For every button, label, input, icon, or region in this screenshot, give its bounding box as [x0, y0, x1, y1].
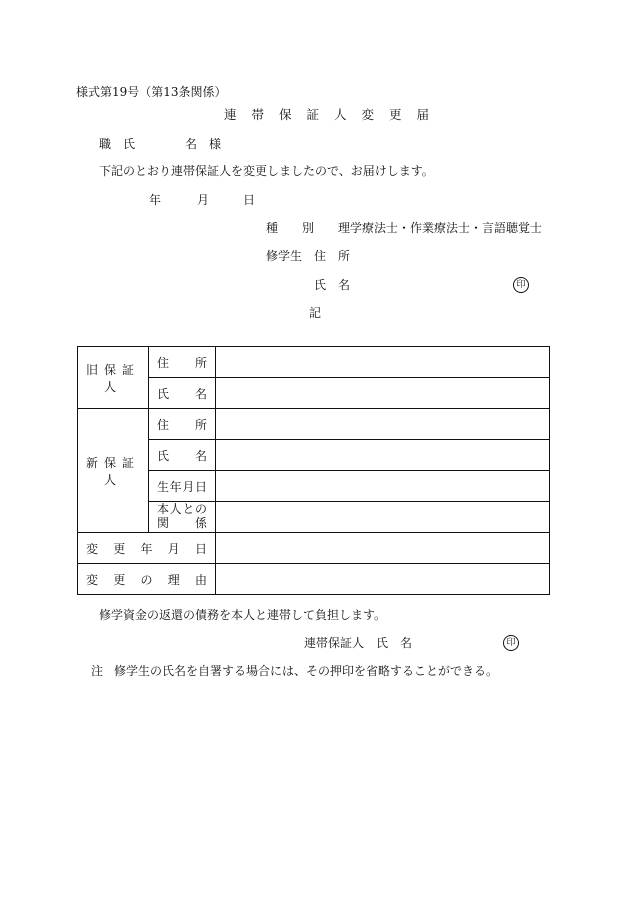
date-month: 月 [197, 193, 210, 207]
old-guarantor-group: 旧保証人 [78, 347, 149, 409]
label-char: 変 [86, 541, 99, 556]
label-char: 日 [194, 541, 207, 556]
note-text: 修学生の氏名を自署する場合には、その押印を省略することができる。 [114, 664, 499, 678]
label-char: 人 [169, 502, 182, 517]
label-char: の [140, 572, 153, 587]
old-name-label [149, 378, 216, 409]
relation-line1 [157, 503, 207, 517]
label-char: 変 [86, 572, 99, 587]
table-row [78, 378, 550, 409]
old-address-text [157, 354, 207, 371]
label-char: 所 [194, 417, 207, 432]
document-title: 連帯保証人変更届 [224, 107, 445, 122]
change-date-field[interactable] [216, 533, 550, 564]
label-char: の [194, 502, 207, 517]
old-name-field[interactable] [216, 378, 550, 409]
label-char: 月 [182, 479, 195, 494]
relation-line2 [157, 517, 207, 531]
label-char: 由 [194, 572, 207, 587]
table-row [78, 564, 550, 595]
table-row [78, 502, 550, 533]
new-name-field[interactable] [216, 440, 550, 471]
change-date-label [78, 533, 216, 564]
label-char: 係 [194, 516, 207, 530]
old-address-field[interactable] [216, 347, 550, 378]
relation-field[interactable] [216, 502, 550, 533]
change-reason-text [86, 571, 207, 588]
label-char: と [182, 502, 195, 517]
label-char: 年 [169, 479, 182, 494]
new-name-label [149, 440, 216, 471]
label-char: 名 [194, 386, 207, 401]
guarantor-seal-icon: 印 [503, 635, 519, 651]
label-char: 関 [157, 516, 170, 530]
label-char: 本 [157, 502, 170, 517]
new-birthdate-field[interactable] [216, 471, 550, 502]
new-address-text [157, 416, 207, 433]
intro-text: 下記のとおり連帯保証人を変更しましたので、お届けします。 [99, 164, 434, 178]
label-char: 日 [194, 479, 207, 494]
table-row [78, 533, 550, 564]
label-char: 年 [140, 541, 153, 556]
addressee-name-label: 職 氏 [99, 137, 136, 151]
label-char: 理 [167, 572, 180, 587]
guarantor-table [77, 346, 550, 595]
date-year: 年 [149, 193, 162, 207]
new-birthdate-label [149, 471, 216, 502]
change-reason-label [78, 564, 216, 595]
label-char: 住 [157, 417, 170, 432]
label-char: 更 [113, 541, 126, 556]
label-char: 氏 [157, 448, 170, 463]
table-row [78, 409, 550, 440]
applicant-seal-icon: 印 [513, 277, 529, 293]
label-char: 氏 [157, 386, 170, 401]
label-char: 所 [194, 355, 207, 370]
label-char: 住 [157, 355, 170, 370]
footer-statement: 修学資金の返還の債務を本人と連帯して負担します。 [99, 608, 387, 622]
new-guarantor-group: 新保証人 [78, 409, 149, 533]
guarantor-name-label: 連帯保証人 氏 名 [304, 636, 413, 650]
student-name-label: 氏 名 [314, 278, 351, 292]
relation-label [149, 502, 216, 533]
new-name-text [157, 447, 207, 464]
table-row [78, 471, 550, 502]
type-label: 種 別 [266, 221, 315, 235]
old-name-text [157, 385, 207, 402]
change-reason-field[interactable] [216, 564, 550, 595]
new-birthdate-text [157, 478, 207, 495]
change-date-text [86, 540, 207, 557]
label-char: 名 [194, 448, 207, 463]
label-char: 月 [167, 541, 180, 556]
old-address-label [149, 347, 216, 378]
label-char: 更 [113, 572, 126, 587]
student-address-label: 修学生 住 所 [266, 249, 351, 263]
addressee-suffix: 名 様 [185, 137, 222, 151]
table-row [78, 347, 550, 378]
date-day: 日 [243, 193, 256, 207]
form-number: 様式第19号（第13条関係） [76, 85, 227, 99]
type-value: 理学療法士・作業療法士・言語聴覚士 [338, 221, 543, 235]
table-row [78, 440, 550, 471]
new-address-label [149, 409, 216, 440]
label-char: 生 [157, 479, 170, 494]
note-label: 注 [91, 664, 104, 678]
ki-heading: 記 [309, 306, 322, 320]
new-address-field[interactable] [216, 409, 550, 440]
